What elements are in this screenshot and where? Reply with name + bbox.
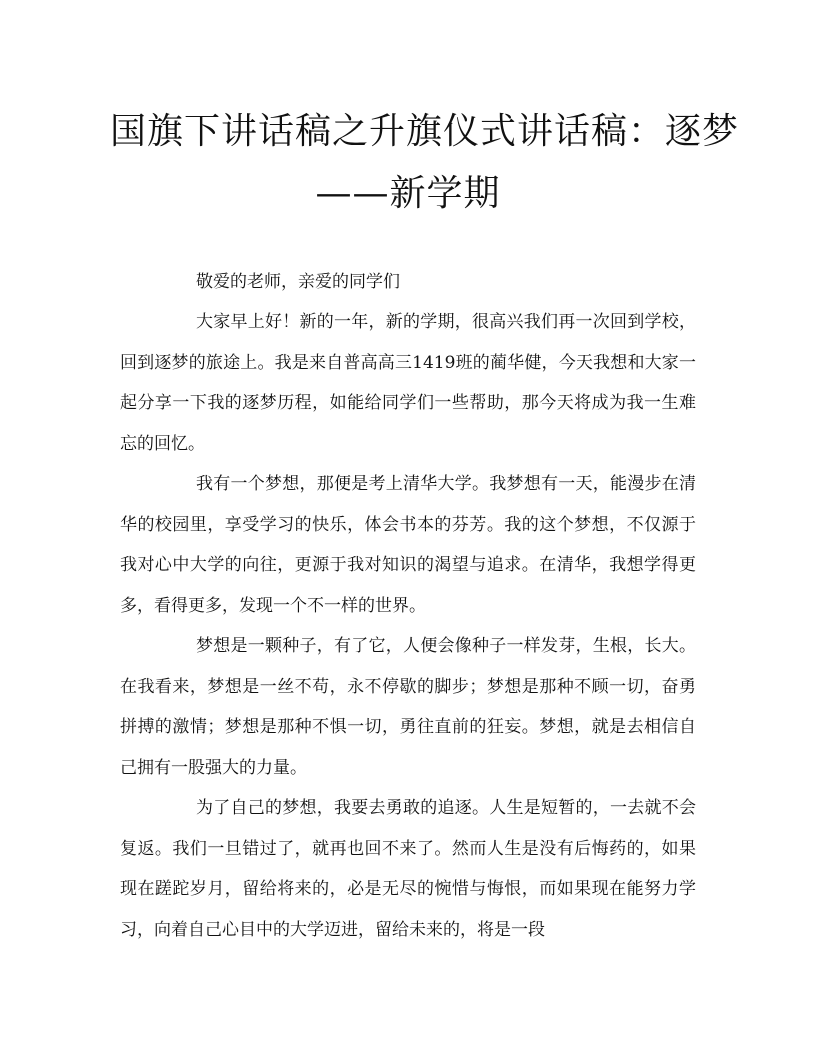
document-title-line-1: 国旗下讲话稿之升旗仪式讲话稿：逐梦: [110, 111, 740, 152]
paragraph: 我有一个梦想，那便是考上清华大学。我梦想有一天，能漫步在清华的校园里，享受学习的快乐，体会书本的芬芳。我的这个梦想，不仅源于我对心中大学的向往，更源于我对知识的渴望与追求。在清华，我想学得更多，看得更多，发现一个不一样的世界。: [120, 474, 696, 616]
paragraph: 为了自己的梦想，我要去勇敢的追逐。人生是短暂的，一去就不会复返。我们一旦错过了，就再也回不来了。然而人生是没有后悔药的，如果现在蹉跎岁月，留给将来的，必是无尽的惋惜与悔恨，而如果现在能努力学习，向着自己心目中的大学迈进，留给未来的，将是一段: [120, 798, 696, 940]
paragraph: 大家早上好！新的一年，新的学期，很高兴我们再一次回到学校，回到逐梦的旅途上。我是来自普高高三1419班的蔺华健，今天我想和大家一起分享一下我的逐梦历程，如能给同学们一些帮助，那今天将成为我一生难忘的回忆。: [120, 312, 696, 454]
document-title-line-2: ——新学期: [315, 173, 501, 214]
paragraph: 梦想是一颗种子，有了它，人便会像种子一样发芽，生根，长大。在我看来，梦想是一丝不苟，永不停歇的脚步；梦想是那种不顾一切，奋勇拼搏的激情；梦想是那种不惧一切，勇往直前的狂妄。梦想，就是去相信自己拥有一股强大的力量。: [120, 636, 696, 778]
document-body: [120, 262, 696, 950]
salutation: 敬爱的老师，亲爱的同学们: [196, 272, 400, 292]
